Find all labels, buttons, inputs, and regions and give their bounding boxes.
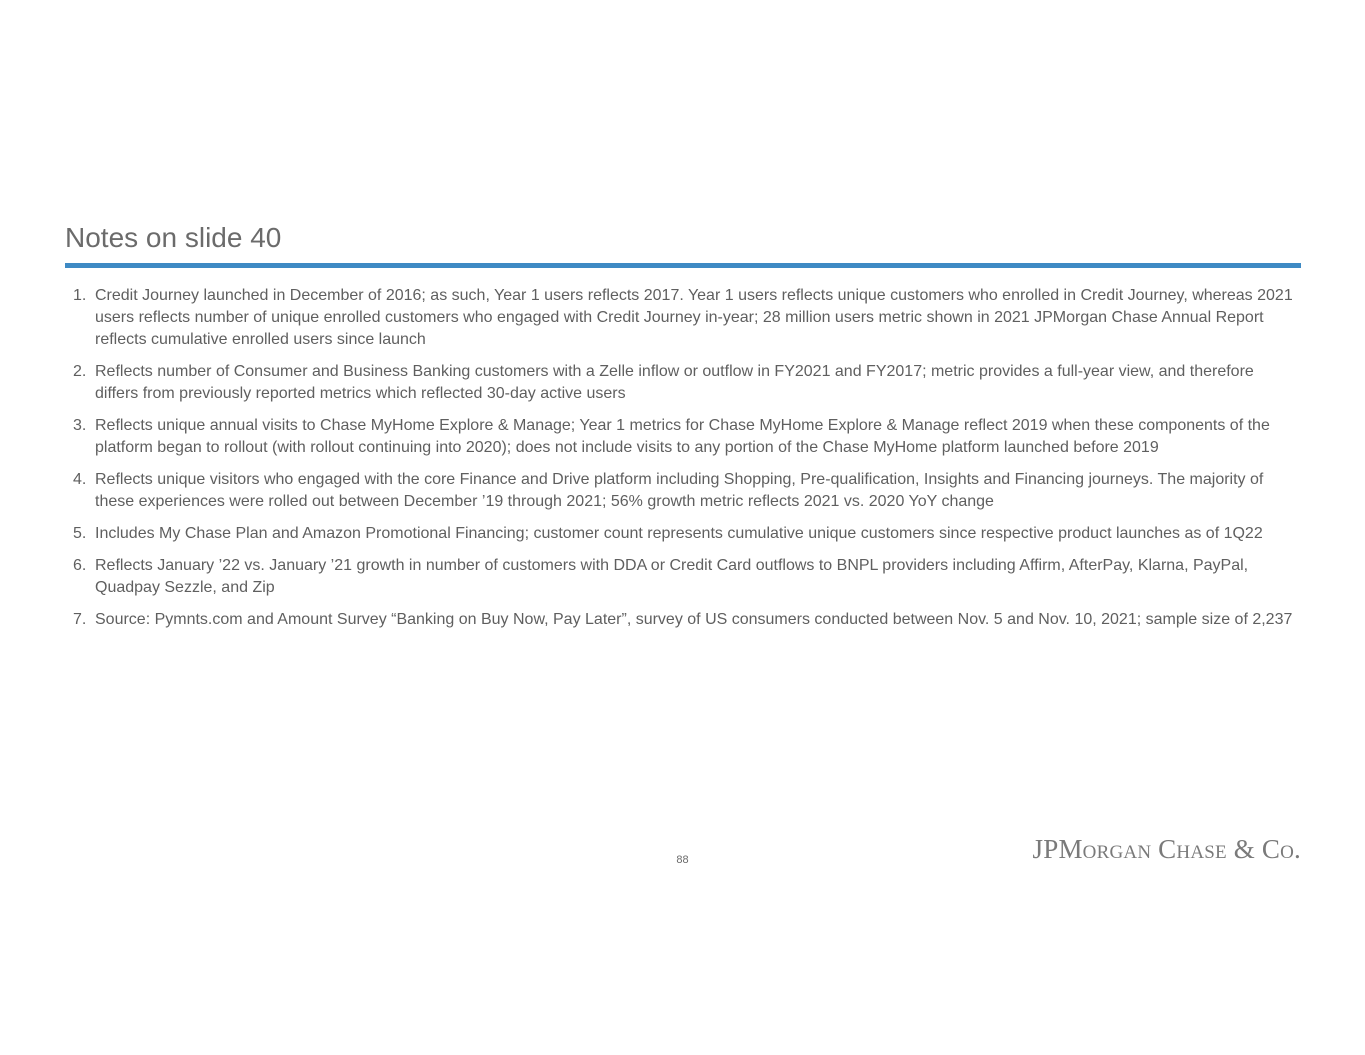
note-number: 2. <box>73 363 87 380</box>
note-item <box>65 415 1301 459</box>
note-number: 4. <box>73 471 87 488</box>
company-logo: JPMorgan Chase & Co. <box>1032 834 1301 864</box>
note-text: Source: Pymnts.com and Amount Survey “Banking on Buy Now, Pay Later”, survey of US consumers conducted between Nov. 5 and Nov. 10, 2021; sample size of 2,237 <box>95 611 1293 628</box>
note-number: 3. <box>73 417 87 434</box>
note-text: Includes My Chase Plan and Amazon Promotional Financing; customer count represents cumulative unique customers since respective product launches as of 1Q22 <box>95 525 1263 542</box>
page-title: Notes on slide 40 <box>65 222 282 253</box>
note-number: 1. <box>73 287 87 304</box>
title-divider <box>65 263 1301 268</box>
note-text: Reflects January ’22 vs. January ’21 growth in number of customers with DDA or Credit Card outflows to BNPL providers including Affirm, AfterPay, Klarna, PayPal, Quadpay Sezzle, and Zip <box>95 557 1249 596</box>
note-item <box>65 469 1301 513</box>
page-number: 88 <box>676 854 689 866</box>
note-item <box>65 361 1301 405</box>
note-text: Reflects unique visitors who engaged with the core Finance and Drive platform including Shopping, Pre-qualification, Insights and Financing journeys. The majority of these experiences were rolled out between December ’19 through 2021; 56% growth metric reflects 2021 vs. 2020 YoY change <box>95 471 1264 510</box>
note-item <box>65 555 1301 599</box>
note-item <box>65 609 1301 631</box>
note-number: 5. <box>73 525 87 542</box>
note-item <box>65 285 1301 351</box>
notes-list <box>65 285 1301 641</box>
note-item <box>65 523 1301 545</box>
note-number: 6. <box>73 557 87 574</box>
note-text: Credit Journey launched in December of 2016; as such, Year 1 users reflects 2017. Year 1 users reflects unique customers who enrolled in Credit Journey, whereas 2021 users reflects number of unique enrolled customers who engaged with Credit Journey in-year; 28 million users metric shown in 2021 JPMorgan Chase Annual Report reflects cumulative enrolled users since launch <box>95 287 1293 348</box>
note-number: 7. <box>73 611 87 628</box>
note-text: Reflects number of Consumer and Business Banking customers with a Zelle inflow or outflow in FY2021 and FY2017; metric provides a full-year view, and therefore differs from previously reported metrics which reflected 30-day active users <box>95 363 1254 402</box>
note-text: Reflects unique annual visits to Chase MyHome Explore & Manage; Year 1 metrics for Chase MyHome Explore & Manage reflect 2019 when these components of the platform began to rollout (with rollout continuing into 2020); does not include visits to any portion of the Chase MyHome platform launched before 2019 <box>95 417 1270 456</box>
